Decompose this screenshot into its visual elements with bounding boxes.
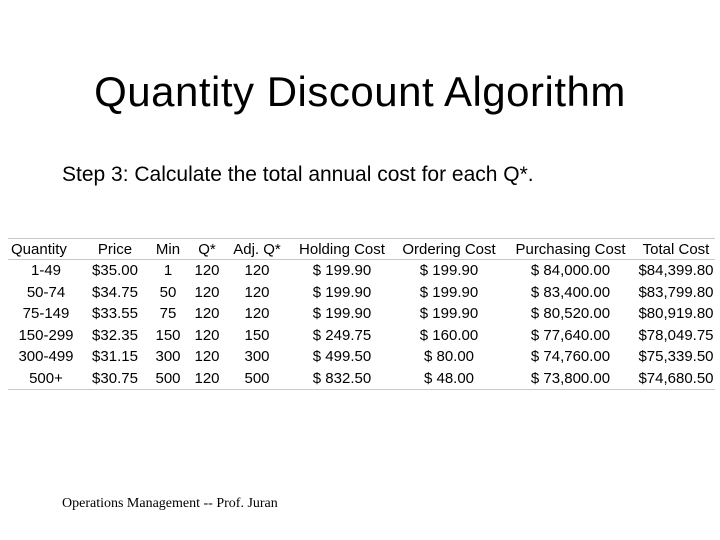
header-quantity: Quantity xyxy=(8,239,84,260)
header-purchasing-cost: Purchasing Cost xyxy=(504,239,637,260)
header-adj-q-star: Adj. Q* xyxy=(224,239,290,260)
table-header-row xyxy=(8,239,715,260)
cell-ordering-cost: $ 199.90 xyxy=(419,305,479,322)
cell-purchasing-cost: $ 73,800.00 xyxy=(504,368,637,390)
cell-q-star: 120 xyxy=(190,368,224,390)
cell-min: 75 xyxy=(159,305,177,322)
cell-purchasing-cost: $ 77,640.00 xyxy=(530,326,611,344)
cell-q-star: 120 xyxy=(194,326,220,344)
header-total-cost: Total Cost xyxy=(637,239,715,260)
cell-adj-q-star: 120 xyxy=(244,305,270,322)
cell-purchasing-cost: $ 80,520.00 xyxy=(530,305,611,322)
table-row xyxy=(8,325,715,347)
cell-ordering-cost: $ 199.90 xyxy=(419,262,479,279)
cell-q-star: 120 xyxy=(194,348,220,365)
slide-footer: Operations Management -- Prof. Juran xyxy=(62,496,278,511)
cell-min: 50 xyxy=(159,283,177,301)
slide-subtitle: Step 3: Calculate the total annual cost for each Q*. xyxy=(62,163,534,186)
cell-price: $34.75 xyxy=(92,283,138,301)
cell-quantity: 75-149 xyxy=(22,305,70,322)
cell-q-star: 120 xyxy=(194,305,220,322)
cell-min: 150 xyxy=(155,326,181,344)
cell-ordering-cost: $ 160.00 xyxy=(419,326,479,344)
cost-table xyxy=(8,238,715,390)
cell-holding-cost: $ 199.90 xyxy=(312,262,372,279)
cell-holding-cost: $ 832.50 xyxy=(290,368,394,390)
cell-adj-q-star: 500 xyxy=(224,368,290,390)
cell-holding-cost: $ 499.50 xyxy=(312,348,372,365)
cell-ordering-cost: $ 80.00 xyxy=(423,348,475,365)
cell-holding-cost: $ 199.90 xyxy=(312,305,372,322)
cell-min: 500 xyxy=(146,368,190,390)
cell-quantity: 50-74 xyxy=(26,283,66,301)
cell-ordering-cost: $ 48.00 xyxy=(394,368,504,390)
cell-adj-q-star: 120 xyxy=(244,283,270,301)
cost-table-container xyxy=(8,238,715,390)
cell-holding-cost: $ 249.75 xyxy=(312,326,372,344)
cell-holding-cost: $ 199.90 xyxy=(312,283,372,301)
cell-quantity: 1-49 xyxy=(30,262,62,279)
cell-total-cost: $80,919.80 xyxy=(638,305,714,322)
cell-price: $31.15 xyxy=(92,348,138,365)
cell-min: 1 xyxy=(163,262,173,279)
cell-total-cost: $75,339.50 xyxy=(638,348,714,365)
table-row xyxy=(8,303,715,325)
cell-quantity: 150-299 xyxy=(18,326,74,344)
header-holding-cost: Holding Cost xyxy=(290,239,394,260)
cell-adj-q-star: 300 xyxy=(244,348,270,365)
cell-total-cost: $83,799.80 xyxy=(638,283,714,301)
cell-q-star: 120 xyxy=(194,262,220,279)
cell-price: $32.35 xyxy=(92,326,138,344)
table-row xyxy=(8,260,715,282)
cell-purchasing-cost: $ 84,000.00 xyxy=(530,262,611,279)
cell-price: $33.55 xyxy=(92,305,138,322)
table-row xyxy=(8,368,715,390)
table-row xyxy=(8,346,715,368)
cell-quantity: 300-499 xyxy=(18,348,74,365)
table-row xyxy=(8,282,715,304)
cell-purchasing-cost: $ 74,760.00 xyxy=(530,348,611,365)
cell-total-cost: $78,049.75 xyxy=(638,326,714,344)
header-price: Price xyxy=(84,239,146,260)
slide-title: Quantity Discount Algorithm xyxy=(94,68,626,115)
header-q-star: Q* xyxy=(190,239,224,260)
cell-total-cost: $84,399.80 xyxy=(638,262,714,279)
cell-q-star: 120 xyxy=(194,283,220,301)
cell-price: $35.00 xyxy=(92,262,138,279)
cell-ordering-cost: $ 199.90 xyxy=(419,283,479,301)
cell-purchasing-cost: $ 83,400.00 xyxy=(530,283,611,301)
header-ordering-cost: Ordering Cost xyxy=(394,239,504,260)
cell-total-cost: $74,680.50 xyxy=(637,368,715,390)
cell-adj-q-star: 150 xyxy=(244,326,270,344)
cell-quantity: 500+ xyxy=(8,368,84,390)
cell-price: $30.75 xyxy=(84,368,146,390)
cell-min: 300 xyxy=(155,348,181,365)
header-min: Min xyxy=(146,239,190,260)
cell-adj-q-star: 120 xyxy=(244,262,270,279)
